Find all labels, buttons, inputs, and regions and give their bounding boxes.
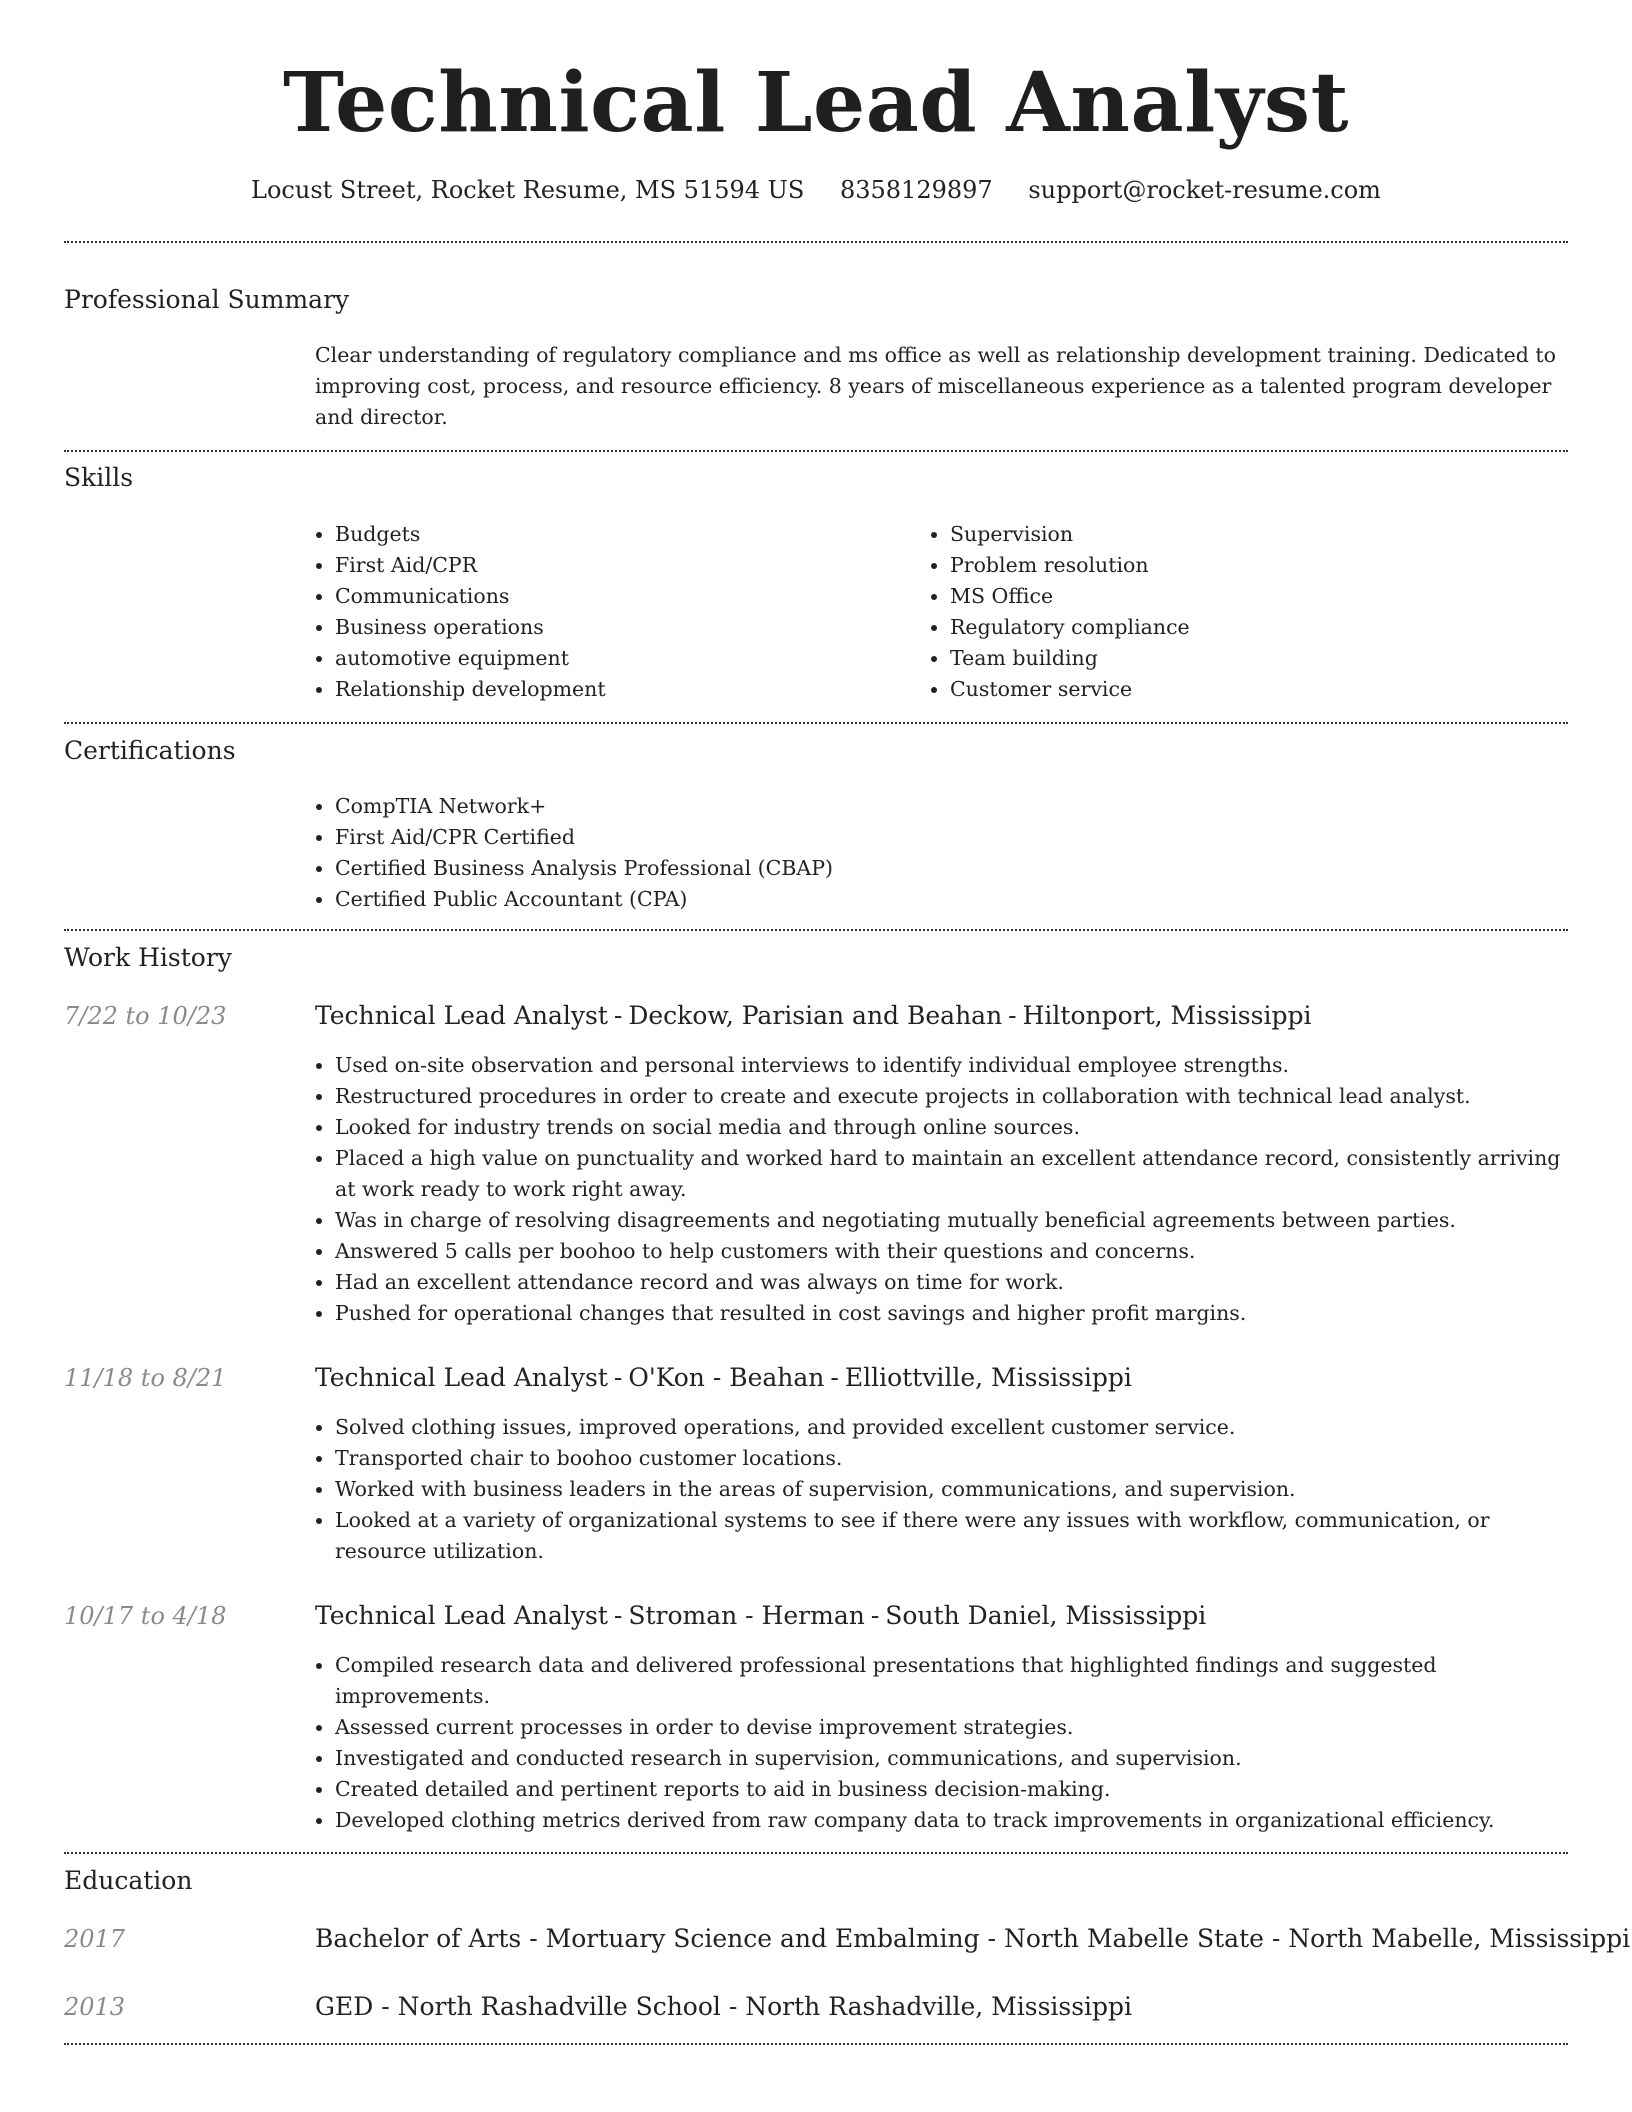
skill-item: • Problem resolution: [950, 550, 1490, 581]
skills-list-right: [930, 519, 1490, 705]
certification-item: • CompTIA Network+: [335, 791, 1515, 822]
job-heading: Technical Lead Analyst - Deckow, Parisian and Beahan - Hiltonport, Mississippi: [315, 1001, 1312, 1030]
job-bullet: • Looked at a variety of organizational systems to see if there were any issues with workflow, communication, or resource utilization.: [335, 1505, 1565, 1567]
job-bullet: • Pushed for operational changes that resulted in cost savings and higher profit margins.: [335, 1298, 1565, 1329]
certification-item: • First Aid/CPR Certified: [335, 822, 1515, 853]
contact-email: support@rocket-resume.com: [1028, 176, 1381, 204]
skill-item: • First Aid/CPR: [335, 550, 875, 581]
job-heading: Technical Lead Analyst - Stroman - Herman - South Daniel, Mississippi: [315, 1601, 1207, 1630]
skill-item: • MS Office: [950, 581, 1490, 612]
job-bullet: • Used on-site observation and personal interviews to identify individual employee strengths.: [335, 1050, 1565, 1081]
job-bullet: • Looked for industry trends on social media and through online sources.: [335, 1112, 1565, 1143]
job-bullet: • Solved clothing issues, improved operations, and provided excellent customer service.: [335, 1412, 1565, 1443]
education-year: 2013: [64, 1993, 126, 2021]
job-location: Elliottville, Mississippi: [844, 1363, 1132, 1392]
job-bullet: • Restructured procedures in order to create and execute projects in collaboration with technical lead analyst.: [335, 1081, 1565, 1112]
education-entry: GED - North Rashadville School - North Rashadville, Mississippi: [315, 1992, 1133, 2021]
candidate-name: Technical Lead Analyst: [283, 55, 1349, 151]
job-bullets: [315, 1650, 1565, 1836]
divider: [64, 241, 1568, 243]
section-title-work-history: Work History: [64, 943, 232, 972]
skill-item: • Budgets: [335, 519, 875, 550]
job-bullet: • Was in charge of resolving disagreements and negotiating mutually beneficial agreements between parties.: [335, 1205, 1565, 1236]
job-bullet: • Investigated and conducted research in supervision, communications, and supervision.: [335, 1743, 1565, 1774]
divider: [64, 450, 1568, 452]
job-title: Technical Lead Analyst: [315, 1001, 608, 1030]
job-heading: Technical Lead Analyst - O'Kon - Beahan - Elliottville, Mississippi: [315, 1363, 1132, 1392]
skill-item: • Team building: [950, 643, 1490, 674]
job-bullet: • Created detailed and pertinent reports to aid in business decision-making.: [335, 1774, 1565, 1805]
skill-item: • automotive equipment: [335, 643, 875, 674]
summary-text: Clear understanding of regulatory compliance and ms office as well as relationship development training. Dedicated to improving cost, process, and resource efficiency. 8 years of miscellaneous experience as a talented program developer and director.: [315, 343, 1557, 429]
job-bullets: [315, 1050, 1565, 1329]
job-bullet: • Worked with business leaders in the areas of supervision, communications, and supervision.: [335, 1474, 1565, 1505]
contact-phone: 8358129897: [839, 176, 993, 204]
job-company: Stroman - Herman: [628, 1601, 865, 1630]
divider: [64, 1852, 1568, 1854]
job-dates: 11/18 to 8/21: [64, 1364, 227, 1392]
education-entry: Bachelor of Arts - Mortuary Science and Embalming - North Mabelle State - North Mabelle, Mississippi: [315, 1924, 1631, 1953]
job-bullets: [315, 1412, 1565, 1567]
job-bullet: • Answered 5 calls per boohoo to help customers with their questions and concerns.: [335, 1236, 1565, 1267]
contact-address: Locust Street, Rocket Resume, MS 51594 US: [251, 176, 805, 204]
section-title-skills: Skills: [64, 463, 134, 492]
skill-item: • Communications: [335, 581, 875, 612]
job-dates: 7/22 to 10/23: [64, 1002, 227, 1030]
divider: [64, 722, 1568, 724]
job-bullet: • Transported chair to boohoo customer locations.: [335, 1443, 1565, 1474]
section-title-certifications: Certifications: [64, 736, 236, 765]
job-title: Technical Lead Analyst: [315, 1363, 608, 1392]
job-company: Deckow, Parisian and Beahan: [628, 1001, 1003, 1030]
contact-line: [0, 170, 1632, 210]
job-bullet: • Had an excellent attendance record and was always on time for work.: [335, 1267, 1565, 1298]
job-location: South Daniel, Mississippi: [885, 1601, 1207, 1630]
section-title-summary: Professional Summary: [64, 285, 350, 314]
divider: [64, 929, 1568, 931]
job-bullet: • Assessed current processes in order to devise improvement strategies.: [335, 1712, 1565, 1743]
education-year: 2017: [64, 1925, 126, 1953]
skill-item: • Supervision: [950, 519, 1490, 550]
job-bullet: • Developed clothing metrics derived from raw company data to track improvements in organizational efficiency.: [335, 1805, 1565, 1836]
divider: [64, 2043, 1568, 2045]
certifications-list: [315, 791, 1515, 915]
skill-item: • Customer service: [950, 674, 1490, 705]
job-bullet: • Placed a high value on punctuality and worked hard to maintain an excellent attendance record, consistently arriving at work ready to work right away.: [335, 1143, 1565, 1205]
job-dates: 10/17 to 4/18: [64, 1602, 227, 1630]
section-title-education: Education: [64, 1866, 193, 1895]
job-title: Technical Lead Analyst: [315, 1601, 608, 1630]
job-location: Hiltonport, Mississippi: [1022, 1001, 1312, 1030]
skill-item: • Business operations: [335, 612, 875, 643]
job-company: O'Kon - Beahan: [628, 1363, 825, 1392]
skills-list-left: [315, 519, 875, 705]
certification-item: • Certified Business Analysis Professional (CBAP): [335, 853, 1515, 884]
certification-item: • Certified Public Accountant (CPA): [335, 884, 1515, 915]
skill-item: • Regulatory compliance: [950, 612, 1490, 643]
skill-item: • Relationship development: [335, 674, 875, 705]
job-bullet: • Compiled research data and delivered professional presentations that highlighted findings and suggested improvements.: [335, 1650, 1565, 1712]
